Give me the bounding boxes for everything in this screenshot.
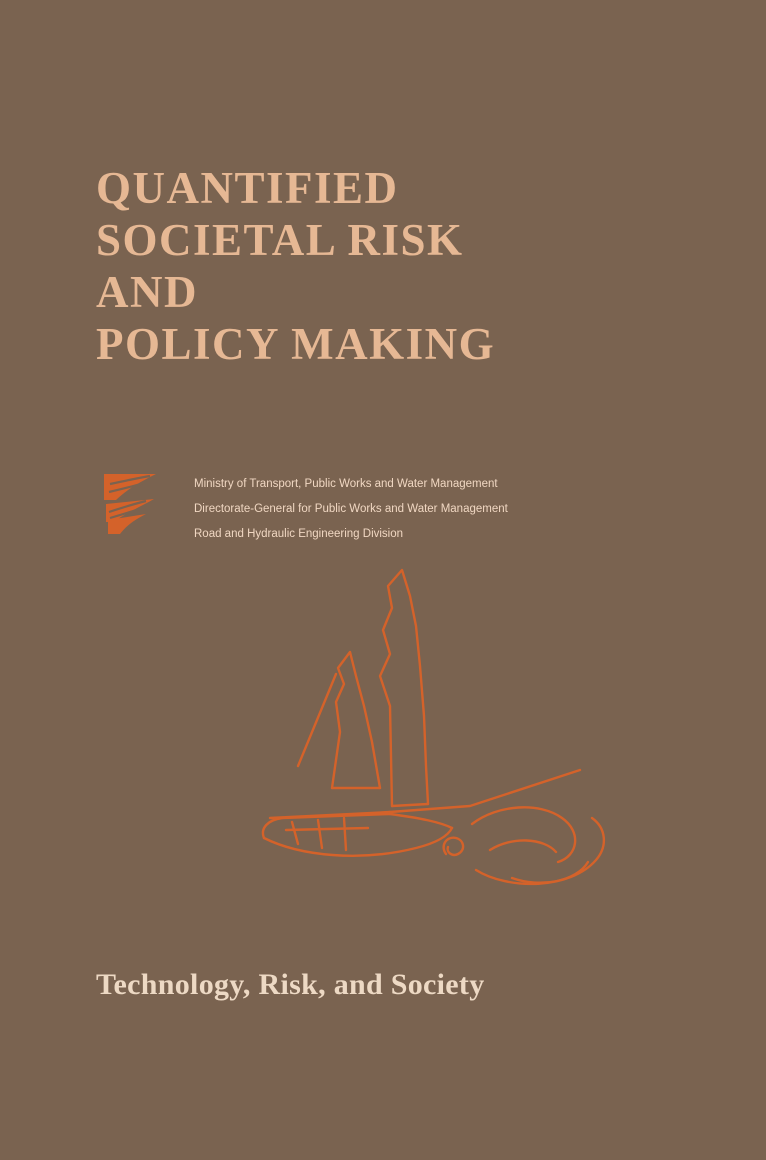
sailing-ship-and-waves-line-drawing-icon (240, 556, 640, 916)
publisher-block (96, 466, 696, 546)
rijkswaterstaat-wave-logo-icon (96, 468, 168, 540)
publisher-line-3: Road and Hydraulic Engineering Division (194, 528, 404, 540)
publisher-line-2: Directorate-General for Public Works and Water Management (194, 503, 508, 515)
title-line-3: AND (96, 267, 198, 317)
publisher-lines (194, 472, 508, 547)
title-line-1: QUANTIFIED (96, 163, 399, 213)
title-line-4: POLICY MAKING (96, 319, 496, 369)
title-line-2: SOCIETAL RISK (96, 215, 464, 265)
page-title (96, 162, 656, 370)
publisher-line-1: Ministry of Transport, Public Works and Water Management (194, 478, 498, 490)
series-title: Technology, Risk, and Society (96, 968, 485, 1001)
